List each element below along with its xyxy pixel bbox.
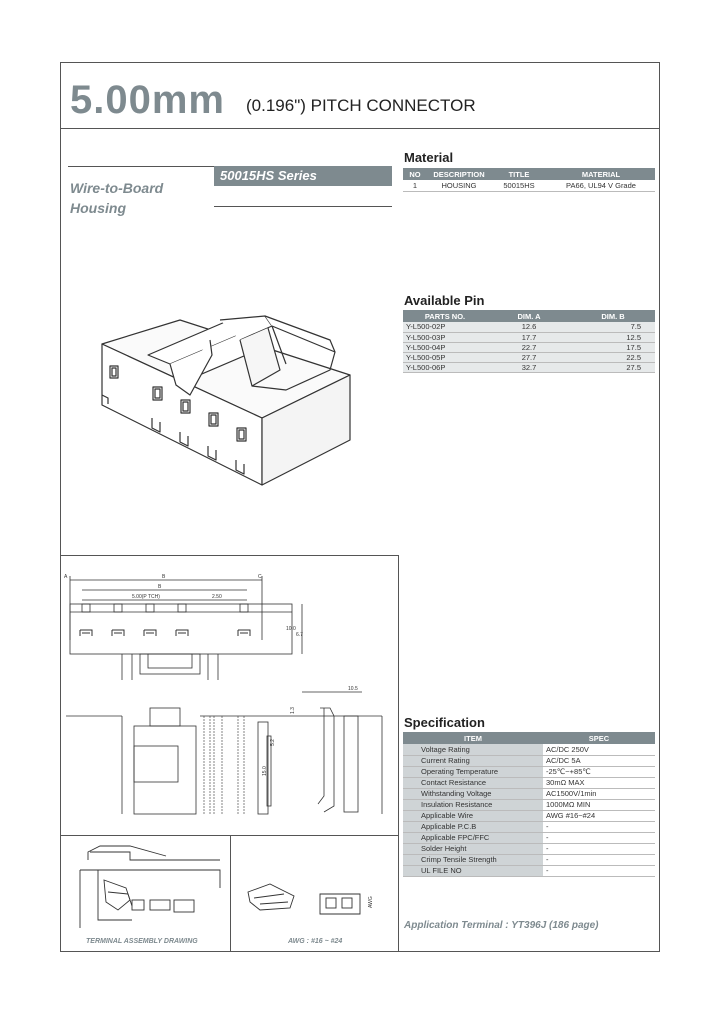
spec-value: 1000MΩ MIN bbox=[543, 799, 655, 810]
pins-cell: 12.6 bbox=[487, 322, 571, 332]
pins-row bbox=[403, 362, 655, 372]
material-cell: 50015HS bbox=[491, 180, 547, 191]
spec-item: Current Rating bbox=[403, 755, 543, 766]
dim-a-label: A bbox=[64, 574, 68, 580]
spec-col-spec: SPEC bbox=[543, 732, 655, 744]
material-cell: 1 bbox=[403, 180, 427, 191]
material-header-row bbox=[403, 168, 655, 180]
spec-row bbox=[403, 810, 655, 821]
spec-value: AWG #16~#24 bbox=[543, 810, 655, 821]
spec-value: 30mΩ MAX bbox=[543, 777, 655, 788]
awg-caption: AWG : #16 ~ #24 bbox=[288, 938, 343, 945]
drawing-divider bbox=[60, 555, 398, 556]
spec-title: Specification bbox=[404, 715, 485, 730]
spec-row bbox=[403, 788, 655, 799]
dim-105-label: 10.5 bbox=[348, 686, 358, 692]
assembly-vertical-divider bbox=[230, 835, 231, 952]
dim-150-label: 15.0 bbox=[262, 766, 268, 776]
material-cell: PA66, UL94 V Grade bbox=[547, 180, 655, 191]
spec-row bbox=[403, 854, 655, 865]
pins-cell: 27.5 bbox=[571, 362, 655, 372]
dim-52-label: 5.2 bbox=[270, 739, 276, 746]
spec-row bbox=[403, 832, 655, 843]
spec-col-item: ITEM bbox=[403, 732, 543, 744]
spec-item: Solder Height bbox=[403, 843, 543, 854]
awg-drawing-label: AWG bbox=[368, 896, 374, 908]
assembly-divider bbox=[60, 835, 398, 836]
spec-row bbox=[403, 744, 655, 755]
material-cell: HOUSING bbox=[427, 180, 491, 191]
pins-row bbox=[403, 342, 655, 352]
spec-row bbox=[403, 755, 655, 766]
spec-row bbox=[403, 843, 655, 854]
dim-b2-label: B bbox=[158, 584, 162, 590]
pins-col-parts: PARTS NO. bbox=[403, 310, 487, 322]
spec-value: AC/DC 5A bbox=[543, 755, 655, 766]
pins-title: Available Pin bbox=[404, 293, 485, 308]
spec-row bbox=[403, 777, 655, 788]
spec-value: - bbox=[543, 865, 655, 876]
title-divider bbox=[60, 128, 660, 129]
pins-cell: Y-L500-05P bbox=[403, 352, 487, 362]
material-col-no: NO bbox=[403, 168, 427, 180]
pins-cell: 7.5 bbox=[571, 322, 655, 332]
application-terminal: Application Terminal : YT396J (186 page) bbox=[404, 920, 599, 931]
spec-item: Insulation Resistance bbox=[403, 799, 543, 810]
dim-13-label: 1.3 bbox=[290, 707, 296, 714]
series-badge: 50015HS Series bbox=[214, 166, 392, 186]
spec-item: Withstanding Voltage bbox=[403, 788, 543, 799]
pins-cell: Y-L500-06P bbox=[403, 362, 487, 372]
spec-item: Operating Temperature bbox=[403, 766, 543, 777]
pins-cell: 32.7 bbox=[487, 362, 571, 372]
material-col-material: MATERIAL bbox=[547, 168, 655, 180]
material-title: Material bbox=[404, 150, 454, 165]
pins-header-row bbox=[403, 310, 655, 322]
dim-67-label: 6.7 bbox=[296, 632, 303, 638]
spec-table bbox=[403, 732, 655, 877]
pins-row bbox=[403, 352, 655, 362]
spec-header-row bbox=[403, 732, 655, 744]
connector-isometric-drawing bbox=[90, 300, 390, 500]
dim-c-label: C bbox=[258, 574, 262, 580]
pins-cell: 17.5 bbox=[571, 342, 655, 352]
spec-item: UL FILE NO bbox=[403, 865, 543, 876]
pins-row bbox=[403, 332, 655, 342]
material-col-title: TITLE bbox=[491, 168, 547, 180]
drawing-vertical-divider bbox=[398, 555, 399, 952]
spec-item: Crimp Tensile Strength bbox=[403, 854, 543, 865]
category-line2: Housing bbox=[70, 200, 126, 216]
spec-item: Applicable P.C.B bbox=[403, 821, 543, 832]
pins-cell: 22.7 bbox=[487, 342, 571, 352]
spec-item: Applicable Wire bbox=[403, 810, 543, 821]
pins-cell: Y-L500-02P bbox=[403, 322, 487, 332]
pins-cell: Y-L500-03P bbox=[403, 332, 487, 342]
pins-row bbox=[403, 322, 655, 332]
material-col-description: DESCRIPTION bbox=[427, 168, 491, 180]
pins-cell: 27.7 bbox=[487, 352, 571, 362]
spec-item: Voltage Rating bbox=[403, 744, 543, 755]
spec-row bbox=[403, 865, 655, 876]
connector-subtitle: (0.196") PITCH CONNECTOR bbox=[246, 96, 476, 115]
pins-col-dim-a: DIM. A bbox=[487, 310, 571, 322]
spec-value: - bbox=[543, 832, 655, 843]
spec-value: AC/DC 250V bbox=[543, 744, 655, 755]
pins-cell: 17.7 bbox=[487, 332, 571, 342]
dim-10-label: 10.0 bbox=[286, 626, 296, 632]
dim-b-label: B bbox=[162, 574, 166, 580]
pins-table bbox=[403, 310, 655, 373]
terminal-assembly-caption: TERMINAL ASSEMBLY DRAWING bbox=[86, 938, 198, 945]
category-line1: Wire-to-Board bbox=[70, 180, 164, 196]
spec-row bbox=[403, 821, 655, 832]
side-section-drawing bbox=[62, 686, 398, 816]
pins-col-dim-b: DIM. B bbox=[571, 310, 655, 322]
material-table bbox=[403, 168, 655, 192]
material-row bbox=[403, 180, 655, 191]
pitch-title: 5.00mm bbox=[70, 78, 225, 122]
spec-value: AC1500V/1min bbox=[543, 788, 655, 799]
top-view-drawing bbox=[62, 570, 362, 685]
pins-cell: Y-L500-04P bbox=[403, 342, 487, 352]
spec-value: -25℃~+85℃ bbox=[543, 766, 655, 777]
spec-value: - bbox=[543, 843, 655, 854]
dim-pitch-label: 5.00(P TCH) bbox=[132, 594, 160, 600]
spec-row bbox=[403, 799, 655, 810]
terminal-side-drawing bbox=[240, 880, 380, 926]
terminal-assembly-drawing bbox=[70, 840, 230, 932]
spec-value: - bbox=[543, 854, 655, 865]
pins-cell: 22.5 bbox=[571, 352, 655, 362]
spec-value: - bbox=[543, 821, 655, 832]
spec-item: Applicable FPC/FFC bbox=[403, 832, 543, 843]
dim-250-label: 2.50 bbox=[212, 594, 222, 600]
spec-row bbox=[403, 766, 655, 777]
series-underline bbox=[214, 206, 392, 207]
spec-item: Contact Resistance bbox=[403, 777, 543, 788]
category-label bbox=[70, 178, 163, 218]
pins-cell: 12.5 bbox=[571, 332, 655, 342]
